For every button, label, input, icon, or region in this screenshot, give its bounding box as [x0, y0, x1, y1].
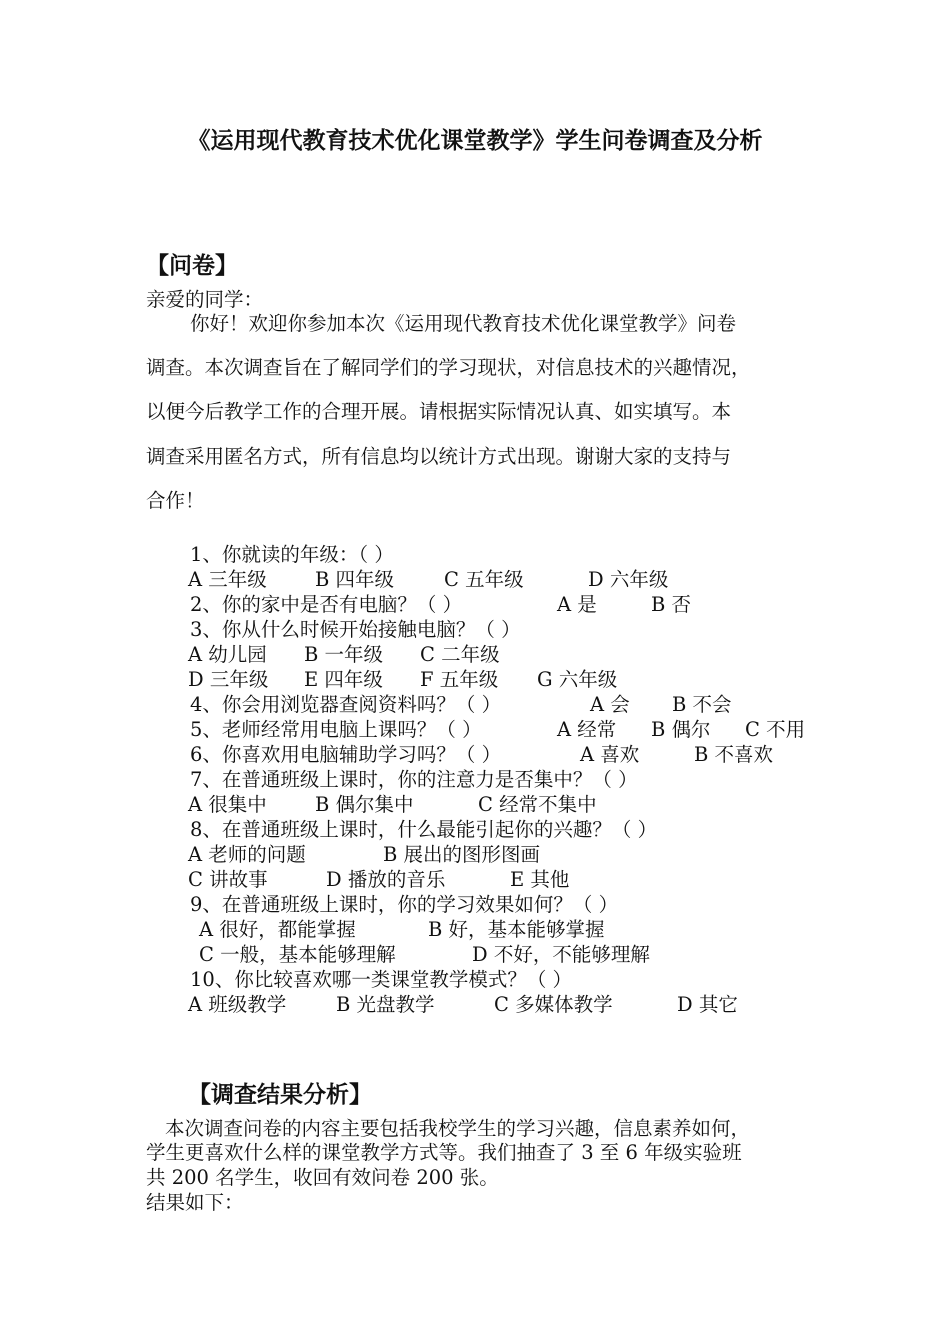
option: A 很集中 [188, 793, 267, 816]
intro-line: 调查。本次调查旨在了解同学们的学习现状，对信息技术的兴趣情况， [146, 356, 751, 379]
option: E 其他 [510, 868, 570, 891]
option: A 是 [557, 593, 597, 616]
option: B 展出的图形图画 [383, 843, 541, 866]
option: A 喜欢 [580, 743, 640, 766]
option: A 经常 [557, 718, 617, 741]
option: C 经常不集中 [478, 793, 597, 816]
questionnaire-heading: 【问卷】 [146, 253, 238, 279]
option: C 不用 [745, 718, 806, 741]
analysis-line: 本次调查问卷的内容主要包括我校学生的学习兴趣，信息素养如何， [165, 1117, 751, 1140]
option: A 幼儿园 [188, 643, 267, 666]
option: A 会 [590, 693, 630, 716]
option: A 班级教学 [188, 993, 287, 1016]
option: F 五年级 [420, 668, 499, 691]
option: B 光盘教学 [336, 993, 435, 1016]
option: B 偶尔集中 [315, 793, 414, 816]
option: D 不好，不能够理解 [472, 943, 650, 966]
option: D 三年级 [188, 668, 269, 691]
question-text: 2、你的家中是否有电脑？（ ） [190, 593, 463, 616]
greeting: 亲爱的同学： [146, 288, 264, 311]
question-text: 9、在普通班级上课时，你的学习效果如何？（ ） [190, 893, 619, 916]
option: G 六年级 [537, 668, 618, 691]
option: C 讲故事 [188, 868, 268, 891]
option: A 老师的问题 [188, 843, 306, 866]
option: B 好，基本能够掌握 [428, 918, 605, 941]
option: B 一年级 [304, 643, 384, 666]
option: D 播放的音乐 [326, 868, 446, 891]
option: C 一般，基本能够理解 [199, 943, 396, 966]
option: C 五年级 [444, 568, 524, 591]
intro-line: 你好！欢迎你参加本次《运用现代教育技术优化课堂教学》问卷 [190, 312, 737, 335]
question-text: 6、你喜欢用电脑辅助学习吗？（ ） [190, 743, 502, 766]
option: B 否 [651, 593, 692, 616]
option: B 不喜欢 [694, 743, 774, 766]
question-text: 4、你会用浏览器查阅资料吗？（ ） [190, 693, 502, 716]
intro-line: 调查采用匿名方式，所有信息均以统计方式出现。谢谢大家的支持与 [146, 445, 732, 468]
option: B 偶尔 [651, 718, 711, 741]
option: A 三年级 [188, 568, 267, 591]
question-text: 7、在普通班级上课时，你的注意力是否集中？（ ） [190, 768, 638, 791]
option: B 不会 [672, 693, 732, 716]
option: C 二年级 [420, 643, 500, 666]
option: B 四年级 [315, 568, 395, 591]
intro-line: 以便今后教学工作的合理开展。请根据实际情况认真、如实填写。本 [146, 400, 732, 423]
option: D 六年级 [588, 568, 669, 591]
analysis-line: 结果如下： [146, 1191, 244, 1214]
question-text: 10、你比较喜欢哪一类课堂教学模式？（ ） [190, 968, 573, 991]
question-text: 3、你从什么时候开始接触电脑？（ ） [190, 618, 521, 641]
question-text: 1、你就读的年级：（ ） [190, 543, 394, 566]
question-text: 5、老师经常用电脑上课吗？（ ） [190, 718, 482, 741]
question-text: 8、在普通班级上课时，什么最能引起你的兴趣？（ ） [190, 818, 658, 841]
analysis-heading: 【调查结果分析】 [188, 1082, 372, 1108]
option: C 多媒体教学 [494, 993, 613, 1016]
option: A 很好，都能掌握 [199, 918, 356, 941]
option: E 四年级 [304, 668, 383, 691]
page-title: 《运用现代教育技术优化课堂教学》学生问卷调查及分析 [187, 128, 763, 154]
intro-line: 合作！ [146, 489, 205, 512]
analysis-line: 共 200 名学生，收回有效问卷 200 张。 [146, 1166, 499, 1189]
analysis-line: 学生更喜欢什么样的课堂教学方式等。我们抽查了 3 至 6 年级实验班 [146, 1141, 742, 1164]
option: D 其它 [677, 993, 738, 1016]
